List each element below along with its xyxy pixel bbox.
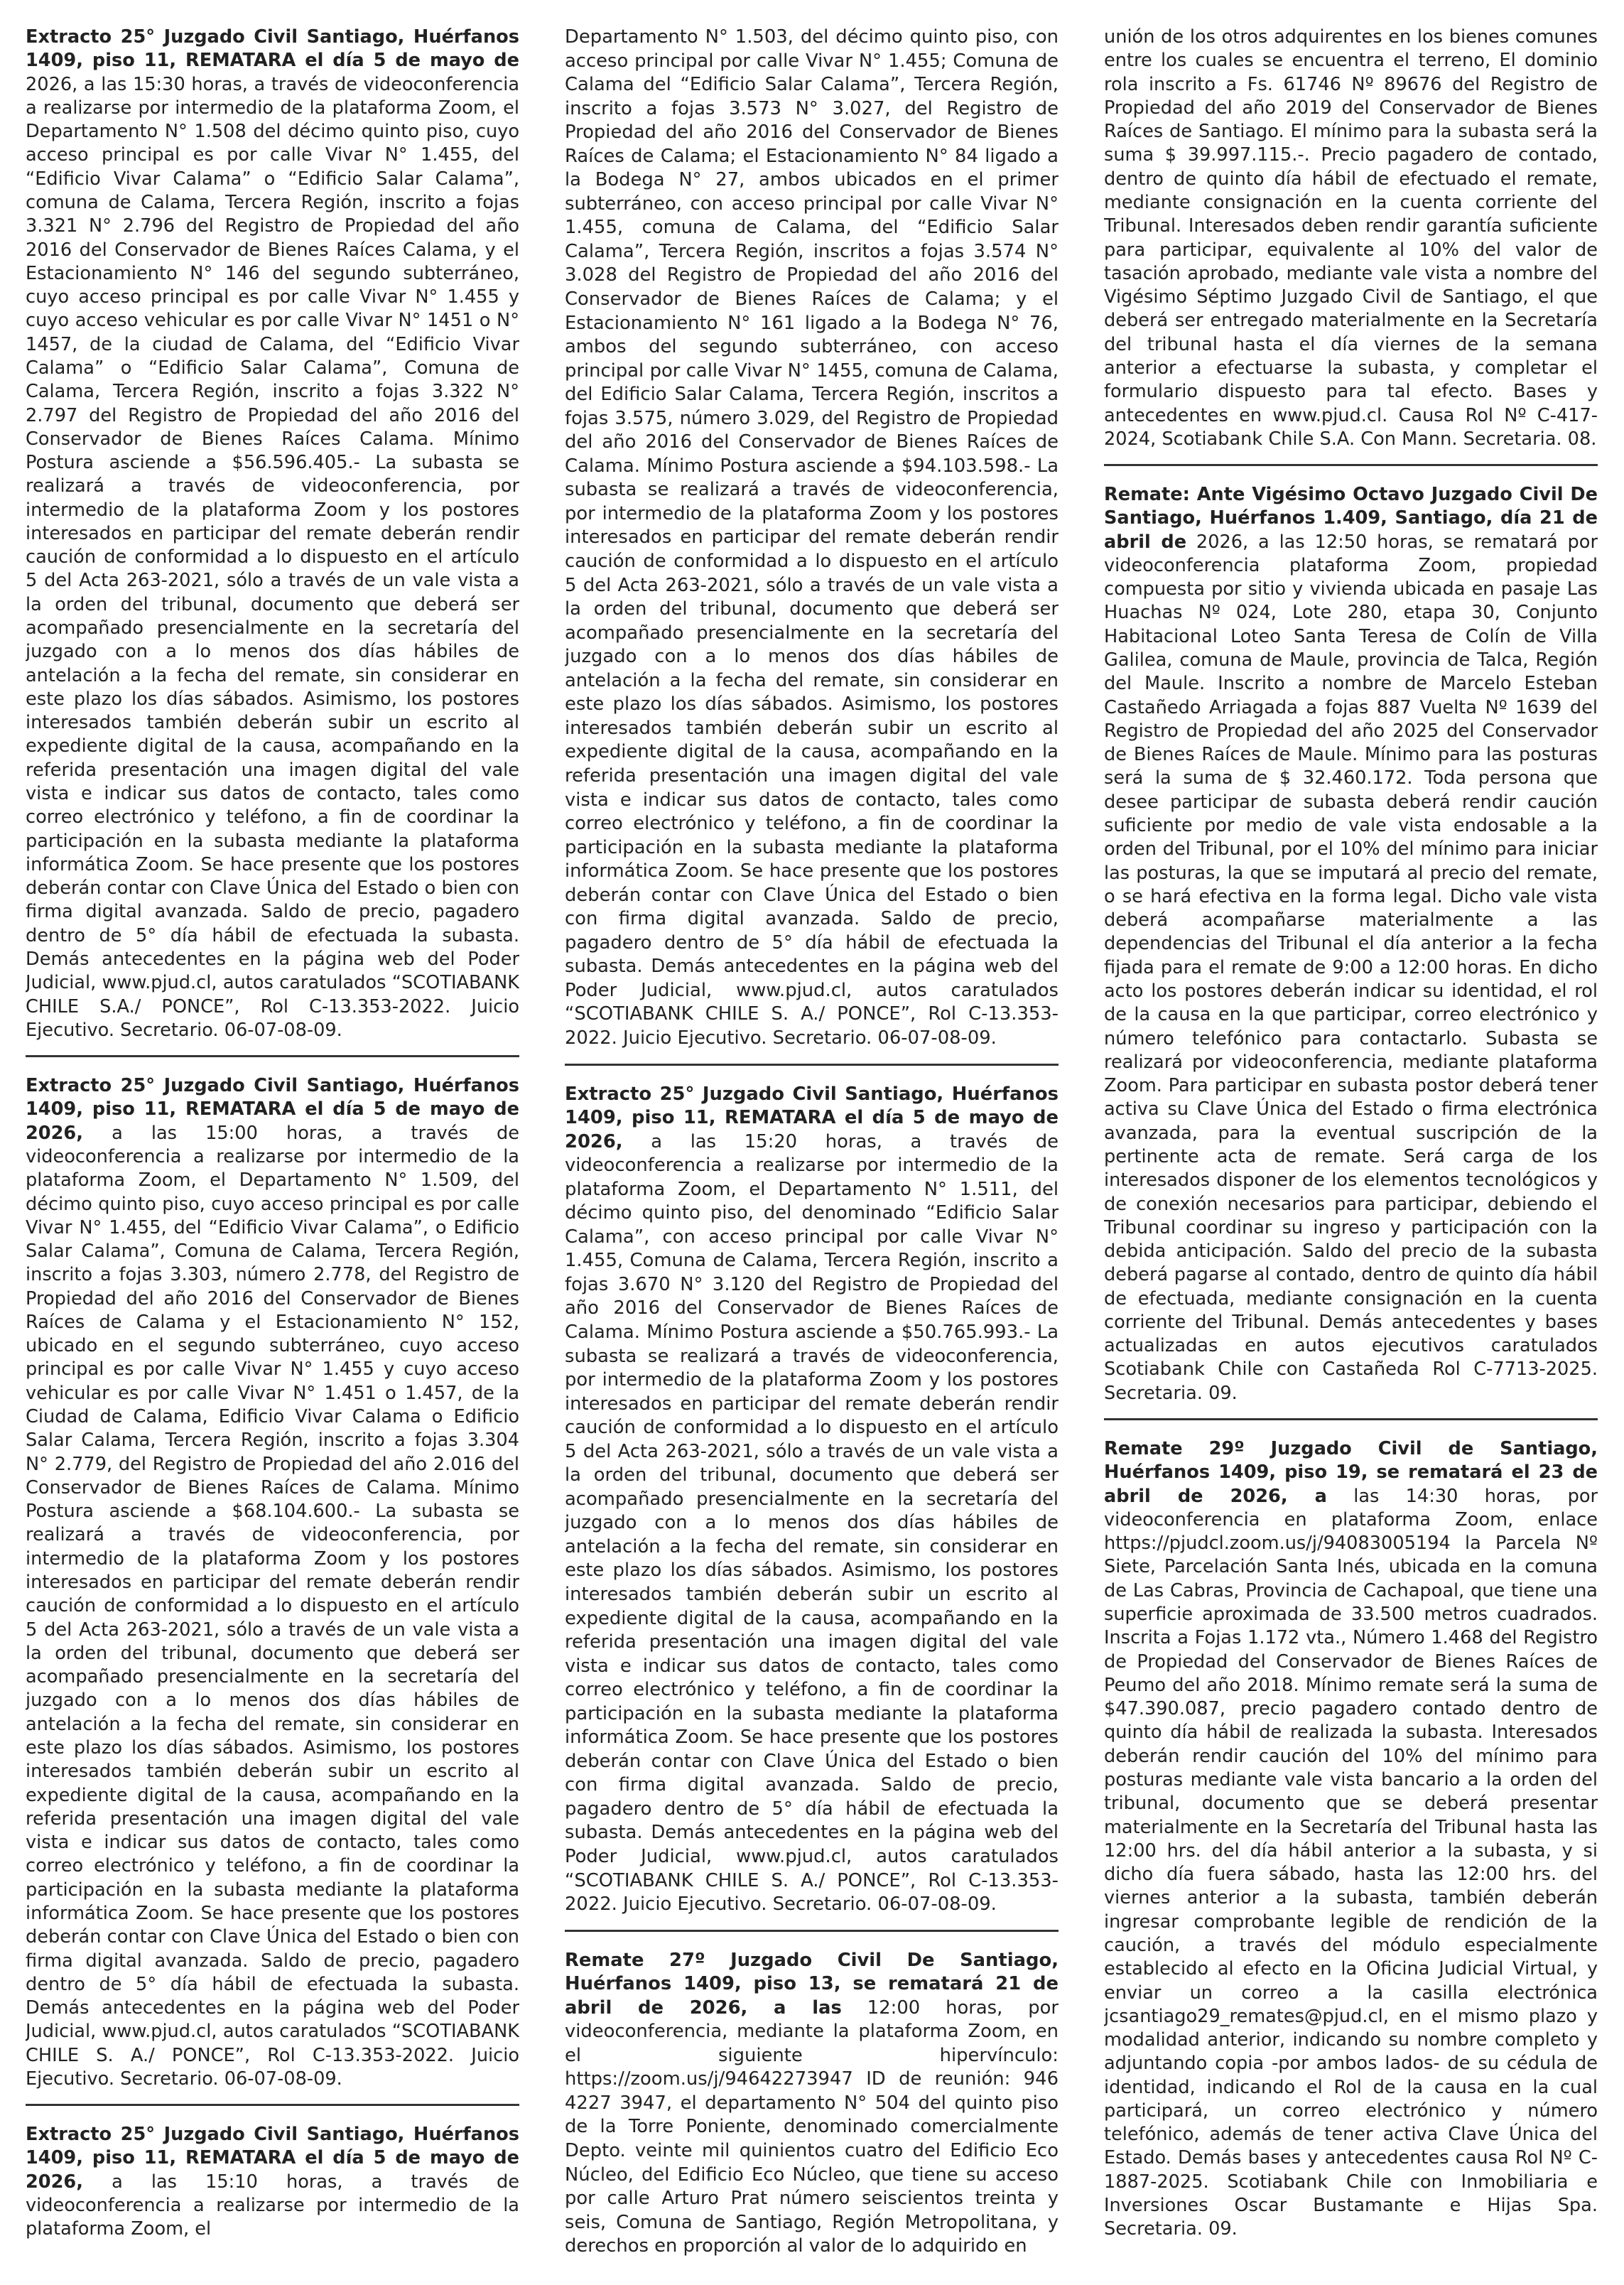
- notice-extracto-25-depto-1509: [26, 1074, 519, 2091]
- notice-heading: Remate 29º Juzgado Civil de Santiago, Huérfanos 1409, piso 19, se rematará el 23 de abril de 2026, a: [1104, 1438, 1598, 1507]
- notice-divider: [1104, 464, 1598, 466]
- column-2: [565, 26, 1059, 2264]
- notice-remate-27-start: [565, 1949, 1059, 2259]
- notice-body: Departamento N° 1.503, del décimo quinto piso, con acceso principal por calle Vivar N° 1.455; Comuna de Calama del “Edificio Salar Calama”, Tercera Región, inscrito a fojas 3.573 N° 3.027, del Registro de Propiedad del año 2016 del Conservador de Bienes Raíces de Calama; el Estacionamiento N° 84 ligado a la Bodega N° 27, ambos ubicados en el primer subterráneo, con acceso principal por calle Vivar N° 1.455, comuna de Calama, del “Edificio Salar Calama”, Tercera Región, inscritos a fojas 3.574 N° 3.028 del Registro de Propiedad del año 2016 del Conservador de Bienes Raíces de Calama; y el Estacionamiento N° 161 ligado a la Bodega N° 76, ambos del segundo subterráneo, con acceso principal por calle Vivar N° 1455, comuna de Calama, del Edificio Salar Calama, Tercera Región, inscritos a fojas 3.575, número 3.029, del Registro de Propiedad del año 2016 del Conservador de Bienes Raíces de Calama. Mínimo Postura asciende a $94.103.598.- La subasta se realizará a través de videoconferencia, por intermedio de la plataforma Zoom y los postores interesados en participar del remate deberán rendir caución de conformidad a lo dispuesto en el artículo 5 del Acta 263-2021, sólo a través de un vale vista a la orden del tribunal, documento que deberá ser acompañado presencialmente en la secretaría del juzgado con a lo menos dos días hábiles de antelación a la fecha del remate, sin considerar en este plazo los días sábados. Asimismo, los postores interesados también deberán subir un escrito al expediente digital de la causa, acompañando en la referida presentación una imagen digital del vale vista e indicar sus datos de contacto, tales como correo electrónico y teléfono, a fin de coordinar la participación en la subasta mediante la plataforma informática Zoom. Se hace presente que los postores deberán contar con Clave Única del Estado o bien con firma digital avanzada. Saldo de precio, pagadero dentro de 5° día hábil de efectuada la subasta. Demás antecedentes en la página web del Poder Judicial, www.pjud.cl, autos caratulados “SCOTIABANK CHILE S. A./ PONCE”, Rol C-13.353-2022. Juicio Ejecutivo. Secretario. 06-07-08-09.: [565, 26, 1059, 1049]
- notice-divider: [26, 1055, 519, 1057]
- notice-body: a las 15:20 horas, a través de videoconferencia a realizarse por intermedio de la plataforma Zoom, el Departamento N° 1.511, del décimo quinto piso, del denominado “Edificio Salar Calama”, con acceso principal por calle Vivar N° 1.455, Comuna de Calama, Tercera Región, inscrito a fojas 3.670 N° 3.120 del Registro de Propiedad del año 2016 del Conservador de Bienes Raíces de Calama. Mínimo Postura asciende a $50.765.993.- La subasta se realizará a través de videoconferencia, por intermedio de la plataforma Zoom y los postores interesados en participar del remate deberán rendir caución de conformidad a lo dispuesto en el artículo 5 del Acta 263-2021, sólo a través de un vale vista a la orden del tribunal, documento que deberá ser acompañado presencialmente en la secretaría del juzgado con a lo menos dos días hábiles de antelación a la fecha del remate, sin considerar en este plazo los días sábados. Asimismo, los postores interesados también deberán subir un escrito al expediente digital de la causa, acompañando en la referida presentación una imagen digital del vale vista e indicar sus datos de contacto, tales como correo electrónico y teléfono, a fin de coordinar la participación en la subasta mediante la plataforma informática Zoom. Se hace presente que los postores deberán contar con Clave Única del Estado o bien con firma digital avanzada. Saldo de precio, pagadero dentro de 5° día hábil de efectuada la subasta. Demás antecedentes en la página web del Poder Judicial, www.pjud.cl, autos caratulados “SCOTIABANK CHILE S. A./ PONCE”, Rol C-13.353-2022. Juicio Ejecutivo. Secretario. 06-07-08-09.: [565, 1130, 1059, 1916]
- notice-body: las 14:30 horas, por videoconferencia en plataforma Zoom, enlace https://pjudcl.zoom.us/j/94083005194 la Parcela Nº Siete, Parcelación Santa Inés, ubicada en la comuna de Las Cabras, Provincia de Cachapoal, que tiene una superficie aproximada de 33.500 metros cuadrados. Inscrita a Fojas 1.172 vta., Número 1.468 del Registro de Propiedad del Conservador de Bienes Raíces de Peumo del año 2018. Mínimo remate será la suma de $47.390.087, precio pagadero contado dentro de quinto día hábil de realizada la subasta. Interesados deberán rendir caución del 10% del mínimo para posturas mediante vale vista bancario a la orden del tribunal, documento que se deberá presentar materialmente en la Secretaría del Tribunal hasta las 12:00 hrs. del día hábil anterior a la subasta, y si dicho día fuera sábado, hasta las 12:00 hrs. del viernes anterior a la subasta, también deberán ingresar comprobante legible de rendición de la caución, a través del módulo especialmente establecido al efecto en la Oficina Judicial Virtual, y enviar un correo a la casilla electrónica jcsantiago29_remates@pjud.cl, en el mismo plazo y modalidad anterior, indicando su nombre completo y adjuntando copia -por ambos lados- de su cédula de identidad, indicando el Rol de la causa en la cual participará, un correo electrónico y número telefónico, además de tener activa Clave Única del Estado. Demás bases y antecedentes causa Rol Nº C-1887-2025. Scotiabank Chile con Inmobiliaria e Inversiones Oscar Bustamante e Hijas Spa. Secretaria. 09.: [1104, 1485, 1598, 2240]
- notice-heading: Extracto 25° Juzgado Civil Santiago, Huérfanos 1409, piso 11, REMATARA el día 5 de mayo de 2026,: [565, 1083, 1059, 1152]
- notice-extracto-25-depto-1503-start: [26, 2123, 519, 2241]
- notice-extracto-25-depto-1508: [26, 26, 519, 1042]
- notice-divider: [565, 1064, 1059, 1066]
- column-1: [26, 26, 519, 2264]
- notice-extracto-25-depto-1511: [565, 1083, 1059, 1917]
- notice-heading: Extracto 25° Juzgado Civil Santiago, Huérfanos 1409, piso 11, REMATARA el día 5 de mayo de 2026,: [26, 2124, 519, 2193]
- notice-body: unión de los otros adquirentes en los bienes comunes entre los cuales se encuentra el terreno, El dominio rola inscrito a Fs. 61746 Nº 89676 del Registro de Propiedad del año 2019 del Conservador de Bienes Raíces de Santiago. El mínimo para la subasta será la suma $ 39.997.115.-. Precio pagadero de contado, dentro de quinto día hábil de efectuado el remate, mediante consignación en la cuenta corriente del Tribunal. Interesados deben rendir garantía suficiente para participar, equivalente al 10% del valor de tasación aprobado, mediante vale vista a nombre del Vigésimo Séptimo Juzgado Civil de Santiago, el que deberá ser entregado materialmente en la Secretaría del tribunal hasta el día viernes de la semana anterior a efectuarse la subasta, y completar el formulario dispuesto para tal efecto. Bases y antecedentes en www.pjud.cl. Causa Rol Nº C-417-2024, Scotiabank Chile S.A. Con Mann. Secretaria. 08.: [1104, 26, 1598, 450]
- notice-body: a las 15:10 horas, a través de videoconferencia a realizarse por intermedio de la plataforma Zoom, el: [26, 2171, 519, 2240]
- notice-body: 12:00 horas, por videoconferencia, mediante la plataforma Zoom, en el siguiente hipervínculo: https://zoom.us/j/94642273947 ID de reunión: 946 4227 3947, el departamento N° 504 del quinto piso de la Torre Poniente, denominado comercialmente Depto. veinte mil quinientos cuatro del Edificio Eco Núcleo, del Edificio Eco Núcleo, que tiene su acceso por calle Arturo Prat número seiscientos treinta y seis, Comuna de Santiago, Región Metropolitana, y derechos en proporción al valor de lo adquirido en: [565, 1997, 1059, 2257]
- notice-heading: Remate 27º Juzgado Civil De Santiago, Huérfanos 1409, piso 13, se rematará 21 de abril de 2026, a las: [565, 1949, 1059, 2019]
- notice-divider: [26, 2104, 519, 2106]
- notice-divider: [565, 1930, 1059, 1932]
- notice-remate-29: [1104, 1437, 1598, 2242]
- notice-remate-27-cont: [1104, 26, 1598, 451]
- notice-body: 2026, a las 15:30 horas, a través de videoconferencia a realizarse por intermedio de la plataforma Zoom, el Departamento N° 1.508 del décimo quinto piso, cuyo acceso principal es por calle Vivar N° 1.455, del “Edificio Vivar Calama” o “Edificio Salar Calama”, comuna de Calama, Tercera Región, inscrito a fojas 3.321 N° 2.796 del Registro de Propiedad del año 2016 del Conservador de Bienes Raíces Calama, y el Estacionamiento N° 146 del segundo subterráneo, cuyo acceso principal es por calle Vivar N° 1.455 y cuyo acceso vehicular es por calle Vivar N° 1451 o N° 1457, de la ciudad de Calama, del “Edificio Vivar Calama” o “Edificio Salar Calama”, Comuna de Calama, Tercera Región, inscrito a fojas 3.322 N° 2.797 del Registro de Propiedad del año 2016 del Conservador de Bienes Raíces Calama. Mínimo Postura asciende a $56.596.405.- La subasta se realizará a través de videoconferencia, por intermedio de la plataforma Zoom y los postores interesados en participar del remate deberán rendir caución de conformidad a lo dispuesto en el artículo 5 del Acta 263-2021, sólo a través de un vale vista a la orden del tribunal, documento que deberá ser acompañado presencialmente en la secretaría del juzgado con a lo menos dos días hábiles de antelación a la fecha del remate, sin considerar en este plazo los días sábados. Asimismo, los postores interesados también deberán subir un escrito al expediente digital de la causa, acompañando en la referida presentación una imagen digital del vale vista e indicar sus datos de contacto, tales como correo electrónico y teléfono, a fin de coordinar la participación en la subasta mediante la plataforma informática Zoom. Se hace presente que los postores deberán contar con Clave Única del Estado o bien con firma digital avanzada. Saldo de precio, pagadero dentro de 5° día hábil de efectuada la subasta. Demás antecedentes en la página web del Poder Judicial, www.pjud.cl, autos caratulados “SCOTIABANK CHILE S.A./ PONCE”, Rol C-13.353-2022. Juicio Ejecutivo. Secretario. 06-07-08-09.: [26, 73, 519, 1041]
- notice-heading: Extracto 25° Juzgado Civil Santiago, Huérfanos 1409, piso 11, REMATARA el día 5 de mayo de 2026,: [26, 1075, 519, 1144]
- column-3: [1104, 26, 1598, 2264]
- classifieds-page: [26, 26, 1598, 2264]
- notice-divider: [1104, 1418, 1598, 1420]
- notice-remate-28: [1104, 483, 1598, 1405]
- notice-body: 2026, a las 12:50 horas, se rematará por videoconferencia plataforma Zoom, propiedad compuesta por sitio y vivienda ubicada en pasaje Las Huachas Nº 024, Lote 280, etapa 30, Conjunto Habitacional Loteo Santa Teresa de Colín de Villa Galilea, comuna de Maule, provincia de Talca, Región del Maule. Inscrito a nombre de Marcelo Esteban Castañedo Arriagada a fojas 887 Vuelta Nº 1639 del Registro de Propiedad del año 2025 del Conservador de Bienes Raíces de Maule. Mínimo para las posturas será la suma de $ 32.460.172. Toda persona que desee participar de subasta deberá rendir caución suficiente por medio de vale vista endosable a la orden del Tribunal, por el 10% del mínimo para iniciar las posturas, la que se imputará al precio del remate, o se hará efectiva en la forma legal. Dicho vale vista deberá acompañarse materialmente a las dependencias del Tribunal el día anterior a la fecha fijada para el remate de 9:00 a 12:00 horas. En dicho acto los postores deberán indicar su identidad, el rol de la causa en la que participar, correo electrónico y número telefónico para contactarlo. Subasta se realizará por videoconferencia, mediante plataforma Zoom. Para participar en subasta postor deberá tener activa su Clave Única del Estado o firma electrónica avanzada, para la eventual suscripción de la pertinente acta de remate. Será carga de los interesados disponer de los elementos tecnológicos y de conexión necesarios para participar, debiendo el Tribunal coordinar su ingreso y participación con la debida anticipación. Saldo del precio de la subasta deberá pagarse al contado, dentro de quinto día hábil de efectuada, mediante consignación en la cuenta corriente del Tribunal. Demás antecedentes y bases actualizadas en autos ejecutivos caratulados Scotiabank Chile con Castañeda Rol C-7713-2025. Secretaria. 09.: [1104, 531, 1598, 1404]
- notice-heading: Extracto 25° Juzgado Civil Santiago, Huérfanos 1409, piso 11, REMATARA el día 5 de mayo de: [26, 26, 519, 72]
- notice-extracto-25-depto-1503-cont: [565, 26, 1059, 1051]
- notice-body: a las 15:00 horas, a través de videoconferencia a realizarse por intermedio de la plataforma Zoom, el Departamento N° 1.509, del décimo quinto piso, cuyo acceso principal es por calle Vivar N° 1.455, del “Edificio Vivar Calama”, o Edificio Salar Calama”, Comuna de Calama, Tercera Región, inscrito a fojas 3.303, número 2.778, del Registro de Propiedad del año 2016 del Conservador de Bienes Raíces de Calama y el Estacionamiento N° 152, ubicado en el segundo subterráneo, cuyo acceso principal es por calle Vivar N° 1.455 y cuyo acceso vehicular es por calle Vivar N° 1.451 o 1.457, de la Ciudad de Calama, Edificio Vivar Calama o Edificio Salar Calama, Tercera Región, inscrito a fojas 3.304 N° 2.779, del Registro de Propiedad del año 2.016 del Conservador de Bienes Raíces de Calama. Mínimo Postura asciende a $68.104.600.- La subasta se realizará a través de videoconferencia, por intermedio de la plataforma Zoom y los postores interesados en participar del remate deberán rendir caución de conformidad a lo dispuesto en el artículo 5 del Acta 263-2021, sólo a través de un vale vista a la orden del tribunal, documento que deberá ser acompañado presencialmente en la secretaría del juzgado con a lo menos dos días hábiles de antelación a la fecha del remate, sin considerar en este plazo los días sábados. Asimismo, los postores interesados también deberán subir un escrito al expediente digital de la causa, acompañando en la referida presentación una imagen digital del vale vista e indicar sus datos de contacto, tales como correo electrónico y teléfono, a fin de coordinar la participación en la subasta mediante la plataforma informática Zoom. Se hace presente que los postores deberán contar con Clave Única del Estado o bien con firma digital avanzada. Saldo de precio, pagadero dentro de 5° día hábil de efectuada la subasta. Demás antecedentes en la página web del Poder Judicial, www.pjud.cl, autos caratulados “SCOTIABANK CHILE S. A./ PONCE”, Rol C-13.353-2022. Juicio Ejecutivo. Secretario. 06-07-08-09.: [26, 1122, 519, 2090]
- notice-heading: Remate: Ante Vigésimo Octavo Juzgado Civil De Santiago, Huérfanos 1.409, Santiago, día 21 de abril de: [1104, 484, 1598, 553]
